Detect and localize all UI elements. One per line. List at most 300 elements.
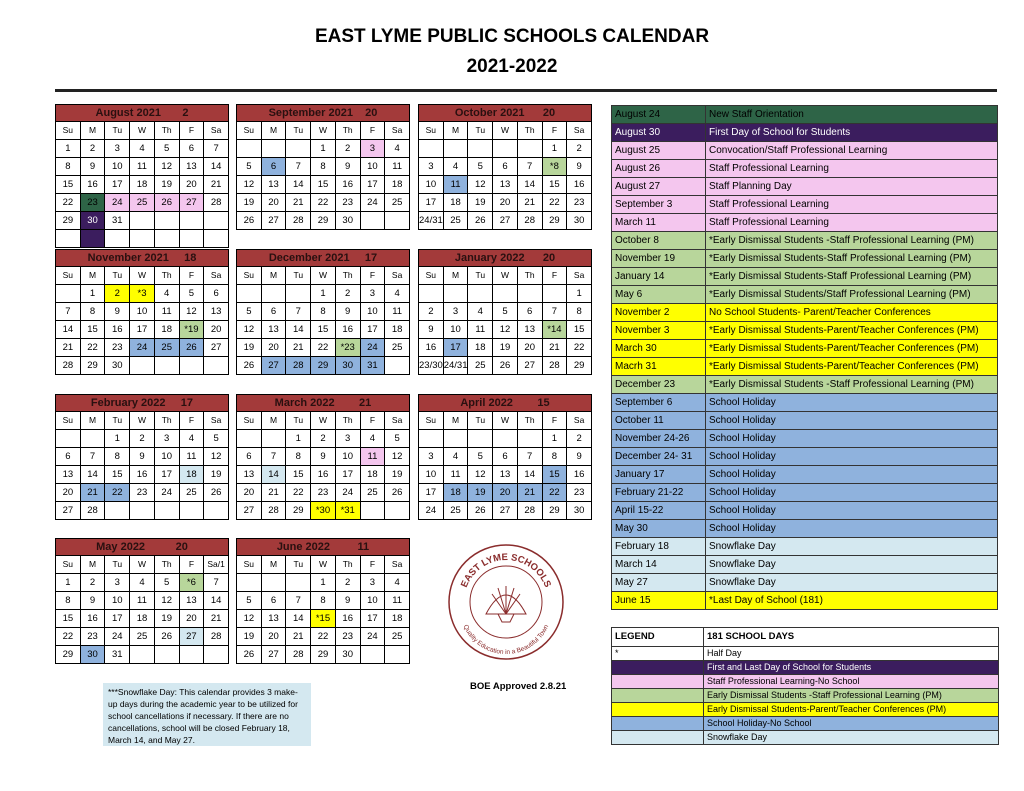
calendar-day: 14 [286, 321, 311, 339]
calendar-day [361, 212, 386, 230]
calendar-day: 19 [237, 194, 262, 212]
day-of-week-label: F [543, 122, 568, 140]
calendar-day: *3 [130, 285, 155, 303]
calendar-day: 13 [180, 158, 205, 176]
calendar-day [493, 430, 518, 448]
calendar-day: 19 [237, 628, 262, 646]
calendar-day: 10 [419, 176, 444, 194]
calendar-day: 15 [105, 466, 130, 484]
calendar-day: 15 [311, 321, 336, 339]
event-date: May 30 [612, 520, 706, 537]
calendar-day: 5 [237, 592, 262, 610]
calendar-day: 23 [567, 484, 592, 502]
calendar-day: 1 [543, 430, 568, 448]
calendar-day: *30 [311, 502, 336, 520]
calendar-day: 23 [311, 484, 336, 502]
event-date: Macrh 31 [612, 358, 706, 375]
page-subtitle: 2021-2022 [466, 56, 558, 77]
calendar-day: 8 [105, 448, 130, 466]
day-of-week-label: Th [336, 267, 361, 285]
day-of-week-label: M [81, 556, 106, 574]
calendar-day: 3 [361, 574, 386, 592]
calendar-day: *19 [180, 321, 205, 339]
event-date: August 30 [612, 124, 706, 141]
event-row [612, 178, 998, 196]
day-of-week-label: Sa [385, 556, 410, 574]
calendar-day: 7 [518, 448, 543, 466]
calendar-day: 19 [493, 339, 518, 357]
day-of-week-label: W [130, 412, 155, 430]
calendar-day: 4 [155, 285, 180, 303]
calendar-day: 13 [493, 176, 518, 194]
calendar-day: 1 [543, 140, 568, 158]
calendar-day: 19 [468, 484, 493, 502]
calendar-day: 8 [81, 303, 106, 321]
calendar-day: 20 [262, 194, 287, 212]
calendar-day: 26 [385, 484, 410, 502]
day-of-week-label: F [361, 267, 386, 285]
event-description: School Holiday [709, 469, 776, 480]
calendar-day: 14 [56, 321, 81, 339]
calendar-day [180, 502, 205, 520]
event-description: Convocation/Staff Professional Learning [709, 145, 888, 156]
calendar-day: 6 [262, 592, 287, 610]
event-row [612, 124, 998, 142]
calendar-day: 11 [385, 592, 410, 610]
calendar-day: 30 [81, 212, 106, 230]
calendar-day: 8 [56, 592, 81, 610]
calendar-day: 6 [262, 158, 287, 176]
calendar-day: 27 [204, 339, 229, 357]
calendar-day: 18 [361, 466, 386, 484]
calendar-day: 25 [468, 357, 493, 375]
day-of-week-label: Tu [468, 122, 493, 140]
calendar-day: 3 [105, 574, 130, 592]
day-of-week-label: M [81, 122, 106, 140]
calendar-day [155, 357, 180, 375]
calendar-day: 15 [311, 176, 336, 194]
month-header: January 2022 20 [419, 250, 592, 267]
event-description: School Holiday [709, 505, 776, 516]
calendar-day: 4 [444, 158, 469, 176]
legend-item [612, 717, 998, 731]
calendar-day: 16 [81, 610, 106, 628]
calendar-day: 19 [385, 466, 410, 484]
calendar-day: 5 [468, 158, 493, 176]
legend-label: Early Dismissal Students-Parent/Teacher Conferences (PM) [704, 703, 998, 716]
event-description: Snowflake Day [709, 559, 776, 570]
calendar-day: *6 [180, 574, 205, 592]
calendar-day: 28 [543, 357, 568, 375]
day-of-week-label: Sa [204, 122, 229, 140]
svg-text:EAST LYME SCHOOLS: EAST LYME SCHOOLS [458, 551, 554, 590]
calendar-day [180, 357, 205, 375]
event-date: June 15 [612, 592, 706, 609]
calendar-day: 13 [262, 610, 287, 628]
calendar-day: 17 [105, 176, 130, 194]
calendar-day: 11 [130, 158, 155, 176]
day-of-week-label: Tu [286, 412, 311, 430]
calendar-day: 6 [493, 448, 518, 466]
calendar-day: 17 [419, 484, 444, 502]
calendar-day: 25 [130, 628, 155, 646]
calendar-day: 2 [419, 303, 444, 321]
event-description: *Last Day of School (181) [709, 595, 823, 606]
calendar-day: 19 [468, 194, 493, 212]
legend-title: LEGEND [612, 628, 704, 646]
header-divider [55, 89, 997, 92]
calendar-day: 20 [56, 484, 81, 502]
calendar-day: 7 [81, 448, 106, 466]
day-of-week-label: M [444, 122, 469, 140]
legend-school-days: 181 SCHOOL DAYS [707, 631, 795, 642]
calendar-day [286, 574, 311, 592]
month-header: March 2022 21 [237, 395, 410, 412]
month-header: September 2021 20 [237, 105, 410, 122]
calendar-day: 30 [336, 357, 361, 375]
calendar-day: 31 [105, 212, 130, 230]
calendar-day: 24/31 [419, 212, 444, 230]
legend-label: Half Day [707, 648, 742, 658]
calendar-day: 4 [468, 303, 493, 321]
calendar-day: 12 [237, 321, 262, 339]
calendar-day: 10 [419, 466, 444, 484]
calendar-day: 21 [56, 339, 81, 357]
day-of-week-label: Th [155, 267, 180, 285]
calendar-day: 5 [155, 140, 180, 158]
calendar-day: 22 [311, 628, 336, 646]
legend-label: Snowflake Day [704, 731, 998, 744]
day-of-week-label: Th [155, 122, 180, 140]
month-calendar [55, 249, 229, 375]
calendar-day: 18 [385, 321, 410, 339]
calendar-day: 10 [444, 321, 469, 339]
calendar-day: 27 [262, 212, 287, 230]
month-calendar [418, 249, 592, 375]
calendar-day: 20 [180, 176, 205, 194]
event-date: February 18 [612, 538, 706, 555]
calendar-day: 20 [518, 339, 543, 357]
calendar-day: 9 [567, 448, 592, 466]
calendar-day [385, 212, 410, 230]
calendar-day: 10 [105, 158, 130, 176]
calendar-day: 11 [180, 448, 205, 466]
calendar-day: 8 [543, 448, 568, 466]
calendar-day: 8 [567, 303, 592, 321]
day-of-week-label: Su [419, 267, 444, 285]
calendar-day [286, 140, 311, 158]
calendar-day: 14 [286, 610, 311, 628]
calendar-day: 25 [130, 194, 155, 212]
legend-item [612, 647, 998, 661]
calendar-day: 17 [336, 466, 361, 484]
day-of-week-label: M [81, 267, 106, 285]
calendar-day: 29 [311, 212, 336, 230]
event-description: Snowflake Day [709, 541, 776, 552]
calendar-day: 27 [493, 212, 518, 230]
calendar-day: 1 [567, 285, 592, 303]
calendar-day: 26 [180, 339, 205, 357]
calendar-day: 25 [361, 484, 386, 502]
calendar-day: 13 [493, 466, 518, 484]
event-row [612, 430, 998, 448]
calendar-day: 26 [237, 212, 262, 230]
day-of-week-label: Tu [468, 267, 493, 285]
day-of-week-label: Th [336, 412, 361, 430]
calendar-day: 26 [237, 357, 262, 375]
event-description: Staff Professional Learning [709, 217, 829, 228]
legend-item [612, 689, 998, 703]
calendar-day: 9 [130, 448, 155, 466]
calendar-day: 4 [361, 430, 386, 448]
day-of-week-label: Tu [286, 556, 311, 574]
calendar-day: 25 [444, 212, 469, 230]
calendar-day: 17 [361, 321, 386, 339]
day-of-week-label: M [444, 267, 469, 285]
calendar-day: 2 [81, 140, 106, 158]
calendar-day [130, 502, 155, 520]
calendar-day: 29 [311, 646, 336, 664]
calendar-day: 19 [155, 610, 180, 628]
month-calendar [418, 394, 592, 520]
calendar-day: 7 [286, 303, 311, 321]
calendar-day: 22 [567, 339, 592, 357]
calendar-day: 10 [155, 448, 180, 466]
event-row [612, 340, 998, 358]
calendar-day [155, 646, 180, 664]
day-of-week-label: Sa [567, 122, 592, 140]
day-of-week-label: Su [56, 412, 81, 430]
day-of-week-label: F [180, 412, 205, 430]
day-of-week-label: W [311, 267, 336, 285]
calendar-day: 9 [567, 158, 592, 176]
calendar-day: 5 [204, 430, 229, 448]
calendar-day: 12 [155, 592, 180, 610]
calendar-day: 18 [130, 610, 155, 628]
calendar-day: 3 [444, 303, 469, 321]
day-of-week-label: F [180, 556, 205, 574]
event-description: *Early Dismissal Students -Staff Professional Learning (PM) [709, 235, 974, 246]
legend-label: Staff Professional Learning-No School [704, 675, 998, 688]
event-description: *Early Dismissal Students-Staff Professional Learning (PM) [709, 271, 972, 282]
calendar-day: 4 [180, 430, 205, 448]
calendar-day [518, 140, 543, 158]
calendar-day: 10 [336, 448, 361, 466]
calendar-day [180, 646, 205, 664]
calendar-day: 9 [336, 303, 361, 321]
calendar-day [262, 430, 287, 448]
calendar-day: 5 [237, 303, 262, 321]
calendar-day: 23 [130, 484, 155, 502]
calendar-day: 19 [237, 339, 262, 357]
calendar-day: 29 [56, 212, 81, 230]
calendar-day [262, 574, 287, 592]
calendar-day: 11 [385, 303, 410, 321]
calendar-day: 26 [468, 502, 493, 520]
calendar-day: *31 [336, 502, 361, 520]
event-date: March 11 [612, 214, 706, 231]
calendar-day: 5 [180, 285, 205, 303]
event-description: School Holiday [709, 451, 776, 462]
legend-swatch [612, 703, 704, 716]
month-calendar [55, 538, 229, 664]
calendar-day: 11 [361, 448, 386, 466]
calendar-day: 19 [155, 176, 180, 194]
calendar-day [262, 140, 287, 158]
event-description: *Early Dismissal Students -Staff Professional Learning (PM) [709, 379, 974, 390]
calendar-day [286, 285, 311, 303]
calendar-day: 20 [262, 339, 287, 357]
calendar-day: 27 [493, 502, 518, 520]
event-description: *Early Dismissal Students-Parent/Teacher Conferences (PM) [709, 343, 979, 354]
calendar-day: 18 [444, 194, 469, 212]
event-description: *Early Dismissal Students-Parent/Teacher Conferences (PM) [709, 361, 979, 372]
calendar-day: 22 [81, 339, 106, 357]
calendar-day: 1 [311, 574, 336, 592]
calendar-day: 24/31 [444, 357, 469, 375]
day-of-week-label: W [130, 267, 155, 285]
calendar-day: 29 [543, 212, 568, 230]
calendar-day: 22 [286, 484, 311, 502]
month-calendar [418, 104, 592, 230]
event-date: August 27 [612, 178, 706, 195]
month-calendar [236, 104, 410, 230]
calendar-day: 15 [567, 321, 592, 339]
shell-icon [486, 586, 526, 622]
calendar-day: 26 [204, 484, 229, 502]
calendar-day: 5 [155, 574, 180, 592]
day-of-week-label: Su [56, 556, 81, 574]
calendar-day: 29 [286, 502, 311, 520]
page-title: EAST LYME PUBLIC SCHOOLS CALENDAR [314, 26, 710, 47]
event-row [612, 196, 998, 214]
calendar-day: 12 [237, 176, 262, 194]
calendar-day: 29 [81, 357, 106, 375]
calendar-day: 5 [385, 430, 410, 448]
calendar-day [361, 502, 386, 520]
calendar-day: 17 [361, 610, 386, 628]
calendar-day: 8 [56, 158, 81, 176]
event-description: Staff Professional Learning [709, 199, 829, 210]
legend-item [612, 661, 998, 675]
calendar-day: 2 [336, 574, 361, 592]
day-of-week-label: Su [237, 122, 262, 140]
event-date: September 3 [612, 196, 706, 213]
calendar-day: 26 [155, 628, 180, 646]
calendar-day: 5 [468, 448, 493, 466]
calendar-day: 30 [336, 212, 361, 230]
calendar-day: 6 [180, 140, 205, 158]
calendar-day: 19 [204, 466, 229, 484]
calendar-day [237, 574, 262, 592]
calendar-day: 21 [262, 484, 287, 502]
calendar-day: 16 [311, 466, 336, 484]
calendar-day: 17 [105, 610, 130, 628]
calendar-day: 16 [336, 176, 361, 194]
boe-approved: BOE Approved 2.8.21 [470, 681, 567, 692]
calendar-day [237, 140, 262, 158]
calendar-day [444, 430, 469, 448]
calendar-day: 13 [262, 321, 287, 339]
day-of-week-label: Su [56, 122, 81, 140]
calendar-day: 24 [336, 484, 361, 502]
event-row [612, 286, 998, 304]
calendar-day: 20 [237, 484, 262, 502]
event-description: School Holiday [709, 433, 776, 444]
calendar-day: 21 [286, 339, 311, 357]
day-of-week-label: M [444, 412, 469, 430]
event-description: Staff Professional Learning [709, 163, 829, 174]
calendar-day: 24 [155, 484, 180, 502]
legend-item [612, 675, 998, 689]
calendar-day: 13 [56, 466, 81, 484]
event-row [612, 232, 998, 250]
calendar-day: 15 [543, 176, 568, 194]
calendar-day: 14 [518, 176, 543, 194]
calendar-day: 27 [180, 628, 205, 646]
day-of-week-label: W [311, 556, 336, 574]
day-of-week-label: Th [155, 412, 180, 430]
event-row [612, 520, 998, 538]
calendar-day: 6 [493, 158, 518, 176]
calendar-day: 7 [286, 592, 311, 610]
snowflake-note: ***Snowflake Day: This calendar provides 3 make-up days during the academic year to be utilized for school cancellations if necessary. If there are no cancellations, school will be closed February 18, March 14, and May 27. [103, 683, 311, 746]
day-of-week-label: Tu [105, 122, 130, 140]
calendar-day: 12 [155, 158, 180, 176]
calendar-day: 1 [81, 285, 106, 303]
calendar-day: 14 [81, 466, 106, 484]
calendar-day: 28 [204, 628, 229, 646]
calendar-day: 16 [130, 466, 155, 484]
calendar-day: 16 [567, 176, 592, 194]
event-row [612, 448, 998, 466]
event-row [612, 304, 998, 322]
month-calendar [55, 104, 229, 248]
calendar-day: 16 [336, 321, 361, 339]
calendar-day: 2 [311, 430, 336, 448]
calendar-day: 27 [262, 357, 287, 375]
calendar-day: 18 [180, 466, 205, 484]
day-of-week-label: W [311, 122, 336, 140]
calendar-day: 6 [204, 285, 229, 303]
calendar-day: 3 [419, 448, 444, 466]
calendar-day: 22 [543, 194, 568, 212]
day-of-week-label: Sa [385, 412, 410, 430]
calendar-day [518, 430, 543, 448]
calendar-day: 14 [204, 158, 229, 176]
legend-swatch [612, 717, 704, 730]
calendar-day: 25 [180, 484, 205, 502]
calendar-day: *14 [543, 321, 568, 339]
calendar-day: 16 [81, 176, 106, 194]
calendar-day [204, 212, 229, 230]
day-of-week-label: Su [419, 122, 444, 140]
calendar-day [419, 430, 444, 448]
calendar-day [180, 230, 205, 248]
calendar-day: 7 [56, 303, 81, 321]
day-of-week-label: Su [237, 556, 262, 574]
calendar-day: 6 [56, 448, 81, 466]
calendar-day: 27 [237, 502, 262, 520]
event-description: School Holiday [709, 397, 776, 408]
day-of-week-label: W [493, 267, 518, 285]
event-date: March 30 [612, 340, 706, 357]
calendar-day: 10 [361, 303, 386, 321]
calendar-day [81, 430, 106, 448]
calendar-day: 2 [336, 285, 361, 303]
day-of-week-label: M [262, 122, 287, 140]
calendar-day: 23/30 [419, 357, 444, 375]
